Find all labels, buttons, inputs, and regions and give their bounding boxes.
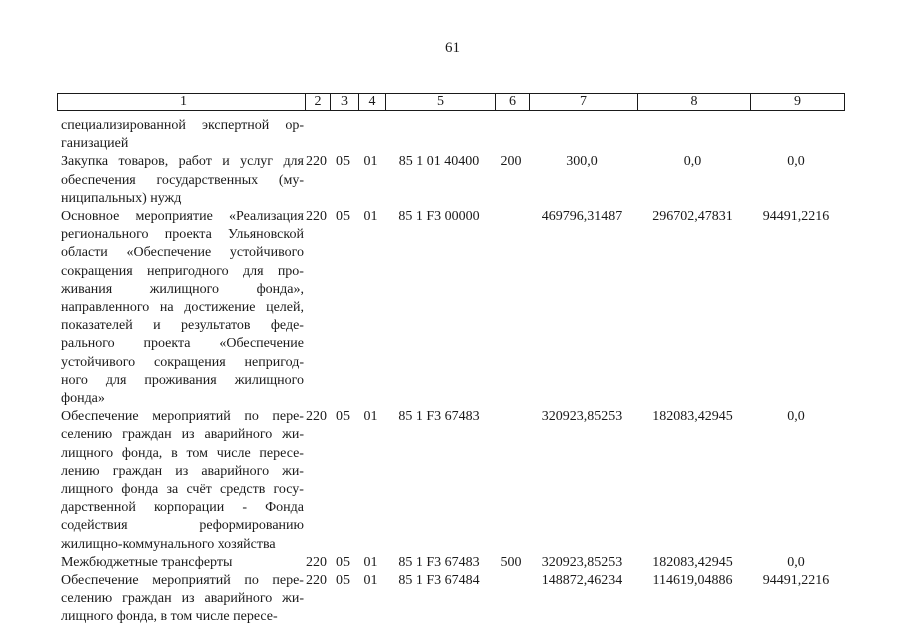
description-line: содействия реформированию [61, 518, 304, 534]
row-description [57, 117, 304, 153]
description-line: дарственной корпорации - Фонда [61, 500, 304, 516]
cell-c9: 0,0 [787, 409, 805, 425]
header-col-8: 8 [637, 94, 750, 110]
cell-c3: 05 [336, 409, 350, 425]
cell-c7: 148872,46234 [541, 573, 623, 589]
cell-c8: 0,0 [683, 154, 702, 170]
table-row [57, 572, 843, 627]
description-line: ного для проживания жилищного [61, 372, 304, 388]
description-line: селению граждан из аварийного жи- [61, 591, 304, 607]
description-line: Основное мероприятие «Реализация [61, 209, 304, 225]
description-line: устойчивого сокращения непригод- [61, 354, 304, 370]
cell-c7: 300,0 [566, 154, 598, 170]
description-line: сокращения непригодного для про- [61, 263, 304, 279]
description-line: области «Обеспечение устойчивого [61, 245, 304, 261]
description-line: Обеспечение мероприятий по пере- [61, 409, 304, 425]
row-description [57, 408, 304, 554]
cell-c7: 469796,31487 [541, 209, 623, 225]
cell-c5: 85 1 F3 67483 [398, 409, 480, 425]
header-col-2: 2 [305, 94, 330, 110]
description-line: показателей и результатов феде- [61, 318, 304, 334]
cell-c8: 114619,04886 [652, 573, 733, 589]
cell-c2: 220 [306, 209, 327, 225]
cell-c9: 94491,2216 [762, 209, 830, 225]
cell-c7: 320923,85253 [541, 554, 623, 570]
cell-c4: 01 [363, 554, 378, 570]
cell-c5: 85 1 F3 67484 [398, 573, 480, 589]
cell-c8: 296702,47831 [652, 209, 733, 225]
cell-c3: 05 [336, 554, 350, 570]
table-row [57, 208, 843, 408]
row-description [57, 554, 304, 572]
header-col-4: 4 [358, 94, 385, 110]
row-description [57, 208, 304, 408]
cell-c2: 220 [306, 409, 327, 425]
header-col-6: 6 [495, 94, 529, 110]
cell-c9: 0,0 [787, 554, 805, 570]
description-line: ганизацией [61, 136, 129, 152]
cell-c4: 01 [363, 573, 378, 589]
table-row [57, 153, 843, 208]
description-line: Обеспечение мероприятий по пере- [61, 573, 304, 589]
description-line: специализированной экспертной ор- [61, 118, 304, 133]
header-col-9: 9 [750, 94, 844, 110]
header-col-5: 5 [385, 94, 495, 110]
cell-c3: 05 [336, 573, 350, 589]
cell-c3: 05 [336, 154, 350, 170]
table-row [57, 408, 843, 554]
description-line: живания жилищного фонда», [61, 281, 304, 297]
description-line: рального проекта «Обеспечение [61, 336, 304, 352]
row-description [57, 153, 304, 208]
header-col-1: 1 [180, 94, 187, 109]
description-line: лищного фонда, в том числе пересе- [61, 609, 278, 625]
description-line: лищного фонда за счёт средств госу- [61, 482, 304, 498]
description-line: регионального проекта Ульяновской [61, 227, 304, 243]
description-line: Закупка товаров, работ и услуг для [61, 154, 304, 170]
description-line: Межбюджетные трансферты [61, 554, 233, 570]
header-col-3: 3 [330, 94, 358, 110]
cell-c5: 85 1 F3 67483 [398, 554, 480, 570]
cell-c3: 05 [336, 209, 350, 225]
description-line: селению граждан из аварийного жи- [61, 427, 304, 443]
description-line: лению граждан из аварийного жи- [61, 463, 304, 479]
cell-c4: 01 [363, 409, 378, 425]
table-row [57, 117, 843, 153]
cell-c4: 01 [363, 209, 378, 225]
description-line: ниципальных) нужд [61, 190, 182, 206]
description-line: направленного на достижение целей, [61, 300, 304, 316]
cell-c2: 220 [306, 154, 327, 170]
cell-c2: 220 [306, 554, 327, 570]
page-number: 61 [445, 40, 460, 56]
table-body [57, 117, 843, 627]
cell-c8: 182083,42945 [652, 409, 733, 425]
cell-c6: 200 [500, 154, 522, 170]
description-line: фонда» [61, 391, 105, 407]
header-col-7: 7 [529, 94, 637, 110]
table-row [57, 554, 843, 572]
cell-c2: 220 [306, 573, 327, 589]
description-line: лищного фонда, в том числе пересе- [61, 445, 304, 461]
table-header [57, 93, 845, 111]
cell-c5: 85 1 01 40400 [398, 154, 480, 170]
description-line: жилищно-коммунального хозяйства [61, 536, 276, 552]
cell-c9: 0,0 [787, 154, 805, 170]
row-description [57, 572, 304, 627]
description-line: обеспечения государственных (му- [61, 172, 304, 188]
cell-c8: 182083,42945 [652, 554, 733, 570]
cell-c6: 500 [500, 554, 522, 570]
cell-c4: 01 [363, 154, 378, 170]
cell-c5: 85 1 F3 00000 [398, 209, 480, 225]
cell-c7: 320923,85253 [541, 409, 623, 425]
cell-c9: 94491,2216 [762, 573, 830, 589]
